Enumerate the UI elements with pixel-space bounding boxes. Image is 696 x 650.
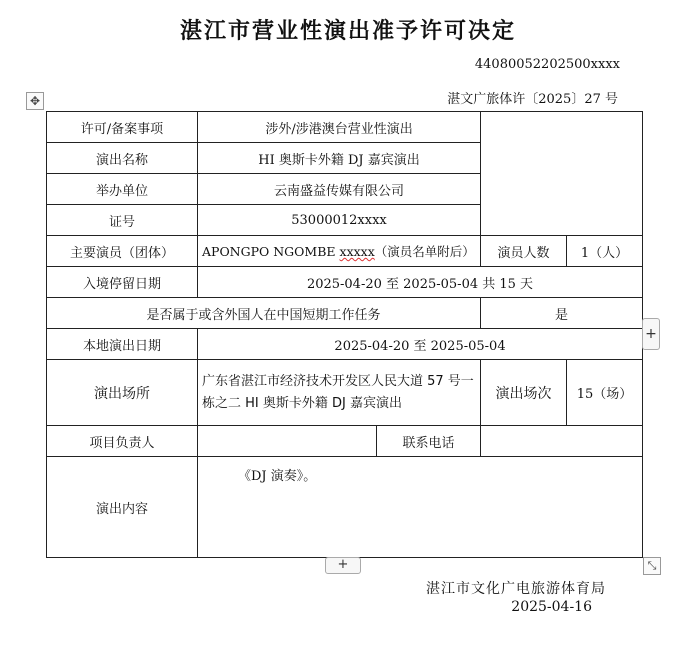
table-row xyxy=(47,112,643,143)
sessions-label: 演出场次 xyxy=(481,360,567,426)
show-name-label: 演出名称 xyxy=(47,143,198,174)
blank-cell[interactable] xyxy=(481,112,643,236)
phone-label: 联系电话 xyxy=(377,426,481,457)
local-date-value[interactable]: 2025-04-20 至 2025-05-04 xyxy=(198,329,643,360)
table-row xyxy=(47,298,643,329)
venue-value[interactable]: 广东省湛江市经济技术开发区人民大道 57 号一栋之二 HI 奥斯卡外籍 DJ 嘉宾演出 xyxy=(198,360,481,426)
license-label: 证号 xyxy=(47,205,198,236)
table-row xyxy=(47,236,643,267)
table-row xyxy=(47,267,643,298)
content-value[interactable]: 《DJ 演奏》。 xyxy=(198,457,643,558)
permit-number: 湛文广旅体许〔2025〕27 号 xyxy=(447,92,618,107)
add-row-button[interactable]: + xyxy=(325,557,361,574)
performer-count-label: 演员人数 xyxy=(481,236,567,267)
manager-label: 项目负责人 xyxy=(47,426,198,457)
manager-value[interactable] xyxy=(198,426,377,457)
add-column-button[interactable]: + xyxy=(642,318,660,350)
performer-note: （演员名单附后） xyxy=(374,244,475,259)
document-title: 湛江市营业性演出准予许可决定 xyxy=(179,19,516,44)
foreign-task-value[interactable]: 是 xyxy=(481,298,643,329)
venue-label: 演出场所 xyxy=(47,360,198,426)
table-row xyxy=(47,360,643,426)
permit-table xyxy=(46,111,643,558)
table-row xyxy=(47,426,643,457)
performer-count-value[interactable]: 1（人） xyxy=(567,236,643,267)
permit-item-value[interactable]: 涉外/涉港澳台营业性演出 xyxy=(198,112,481,143)
document-number: 44080052202500xxxx xyxy=(474,57,620,72)
performer-name: APONGPO NGOMBE xyxy=(202,244,336,259)
foreign-task-label: 是否属于或含外国人在中国短期工作任务 xyxy=(47,298,481,329)
sessions-value[interactable]: 15（场） xyxy=(567,360,643,426)
show-name-value[interactable]: HI 奥斯卡外籍 DJ 嘉宾演出 xyxy=(198,143,481,174)
entry-value[interactable]: 2025-04-20 至 2025-05-04 共 15 天 xyxy=(198,267,643,298)
performer-value[interactable] xyxy=(198,236,481,267)
content-label: 演出内容 xyxy=(47,457,198,558)
table-move-handle-icon[interactable]: ✥ xyxy=(26,92,44,110)
performer-label: 主要演员（团体） xyxy=(47,236,198,267)
table-resize-icon[interactable]: ⤡ xyxy=(643,557,661,575)
table-row xyxy=(47,329,643,360)
phone-value[interactable] xyxy=(481,426,643,457)
organizer-label: 举办单位 xyxy=(47,174,198,205)
organizer-value[interactable]: 云南盛益传媒有限公司 xyxy=(198,174,481,205)
issuer: 湛江市文化广电旅游体育局 xyxy=(426,581,606,597)
performer-masked: xxxxx xyxy=(339,244,375,259)
permit-item-label: 许可/备案事项 xyxy=(47,112,198,143)
table-row xyxy=(47,457,643,558)
local-date-label: 本地演出日期 xyxy=(47,329,198,360)
license-value[interactable]: 53000012xxxx xyxy=(198,205,481,236)
entry-label: 入境停留日期 xyxy=(47,267,198,298)
issue-date: 2025-04-16 xyxy=(511,599,592,615)
